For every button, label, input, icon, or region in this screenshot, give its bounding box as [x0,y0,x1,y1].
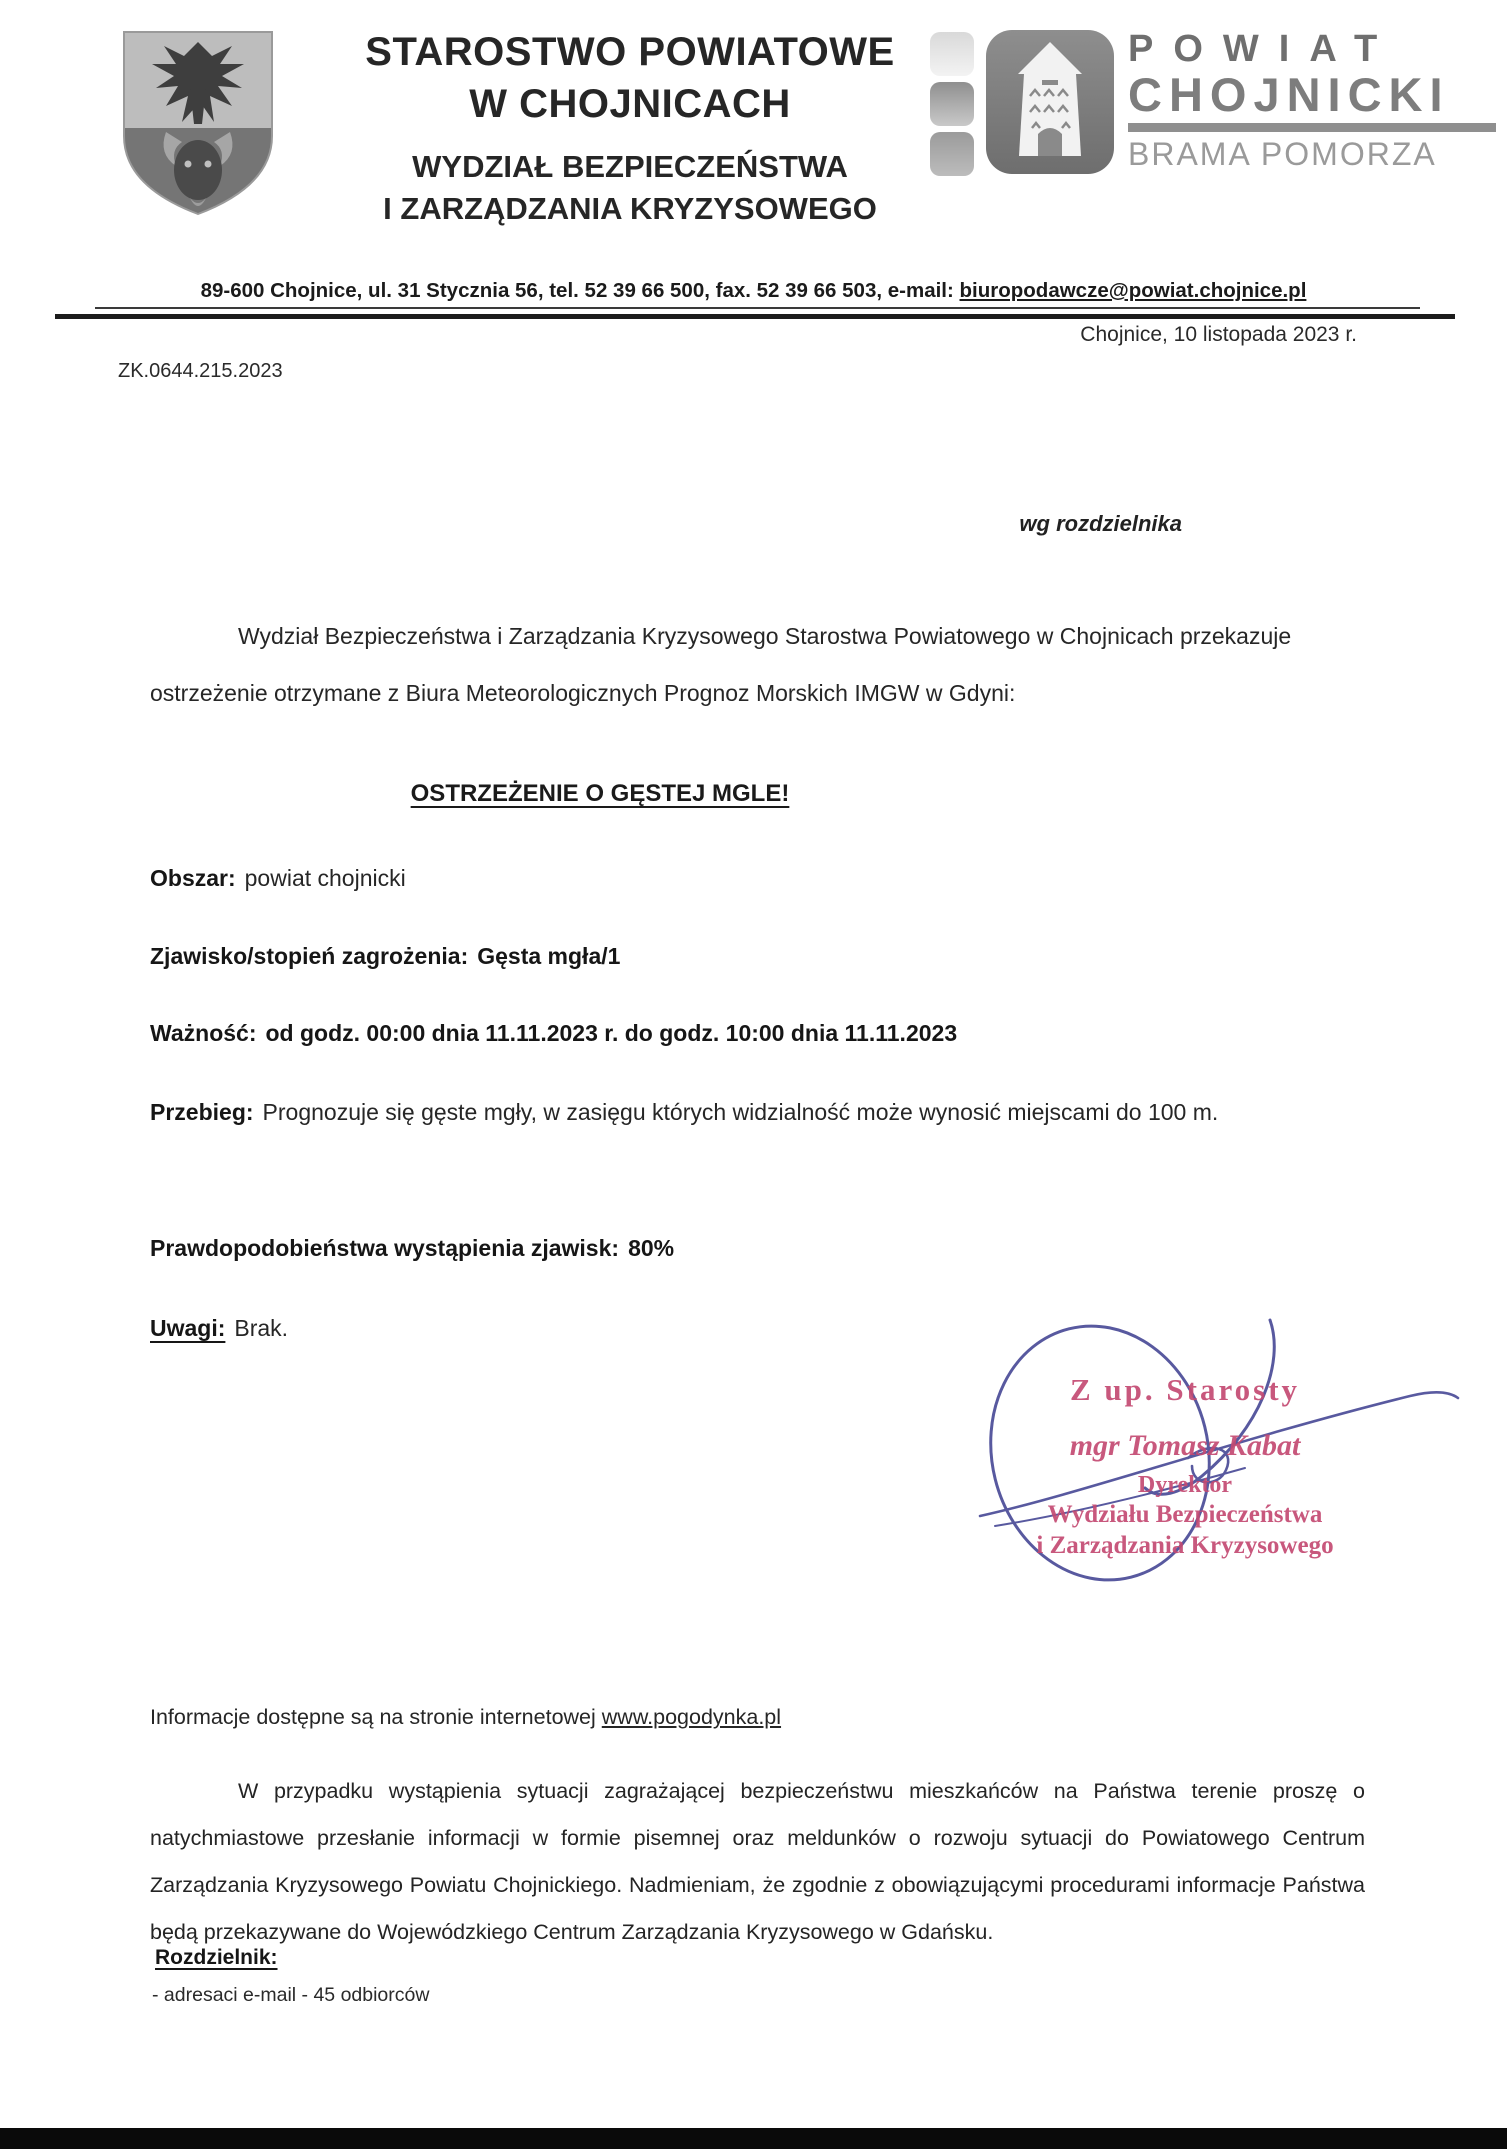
field-value: Prognozuje się gęste mgły, w zasięgu których widzialność może wynosić miejscami do 100 m. [262,1099,1219,1125]
coat-of-arms-icon [118,28,278,218]
info-line [150,1705,781,1730]
tower-icon [986,30,1114,174]
distribution-note: wg rozdzielnika [1019,511,1182,536]
field-obszar [150,846,1340,910]
stamp-line-authority: Z up. Starosty [1069,1372,1301,1407]
closing-paragraph: W przypadku wystąpienia sytuacji zagrażającej bezpieczeństwu mieszkańców na Państwa terenie proszę o natychmiastowe przesłanie informacji w formie pisemnej oraz meldunków o rozwoju sytuacji do Powiatowego Centrum Zarządzania Kryzysowego Powiatu Chojnickiego. Nadmieniam, że zgodnie z obowiązującymi procedurami informacje Państwa będą przekazywane do Wojewódzkiego Centrum Zarządzania Kryzysowego w Gdańsku. [150,1779,1365,1944]
distribution-heading: Rozdzielnik: [155,1946,278,1969]
header-rule-thin [95,307,1420,309]
dept-name-line2: I ZARZĄDZANIA KRYZYSOWEGO [383,191,877,226]
field-value: Gęsta mgła/1 [477,943,621,969]
field-label: Prawdopodobieństwa wystąpienia zjawisk: [150,1235,620,1261]
distribution-item: - adresaci e-mail - 45 odbiorców [152,1984,430,2006]
field-value: powiat chojnicki [244,865,406,891]
official-stamp [970,1372,1400,1562]
stamp-line-dept2: i Zarządzania Kryzysowego [1036,1532,1334,1559]
date-line: Chojnice, 10 listopada 2023 r. [1080,323,1357,346]
info-text: Informacje dostępne są na stronie internetowej [150,1705,602,1729]
header-rule-thick [55,314,1455,319]
field-label: Przebieg: [150,1099,254,1125]
field-prawdopodobienstwo [150,1216,1340,1280]
logo-divider [1128,123,1496,132]
stamp-line-position: Dyrektor [1137,1472,1233,1498]
field-label: Zjawisko/stopień zagrożenia: [150,943,469,969]
org-name-line2: W CHOJNICACH [469,82,791,126]
warning-title: OSTRZEŻENIE O GĘSTEJ MGLE! [410,780,790,807]
letterhead-title-block [290,26,970,230]
field-label: Ważność: [150,1020,257,1046]
intro-paragraph: Wydział Bezpieczeństwa i Zarządzania Kryzysowego Starostwa Powiatowego w Chojnicach przekazuje ostrzeżenie otrzymane z Biura Meteorologicznych Prognoz Morskich IMGW w Gdyni: [150,623,1292,706]
field-value: 80% [628,1235,675,1261]
contact-address: 89-600 Chojnice, ul. 31 Stycznia 56, tel. 52 39 66 500, fax. 52 39 66 503, e-mail: [200,279,960,302]
dept-name-line1: WYDZIAŁ BEZPIECZEŃSTWA [412,149,848,184]
stamp-line-name: mgr Tomasz Kabat [1069,1429,1301,1462]
stamp-line-dept1: Wydziału Bezpieczeństwa [1047,1501,1323,1528]
field-value: Brak. [234,1315,289,1341]
logo-subtitle: CHOJNICKI [1128,68,1450,121]
logo-title: POWIAT [1128,28,1398,70]
logo-wordmark [1128,28,1507,173]
contact-line [60,279,1447,303]
email-link[interactable]: biuropodawcze@powiat.chojnice.pl [959,279,1307,302]
reference-number: ZK.0644.215.2023 [118,360,283,382]
field-zjawisko [150,924,1340,988]
field-waznosc [150,1001,1340,1065]
field-label: Uwagi: [150,1315,226,1341]
field-label: Obszar: [150,865,236,891]
scan-edge-artifact [0,2128,1507,2149]
pogodynka-link[interactable]: www.pogodynka.pl [601,1705,782,1729]
logo-tagline: BRAMA POMORZA [1128,136,1437,172]
field-przebieg [150,1080,1340,1144]
logo-tiles-icon [930,32,974,182]
org-name-line1: STAROSTWO POWIATOWE [365,30,895,74]
field-value: od godz. 00:00 dnia 11.11.2023 r. do godz. 10:00 dnia 11.11.2023 [265,1020,958,1046]
